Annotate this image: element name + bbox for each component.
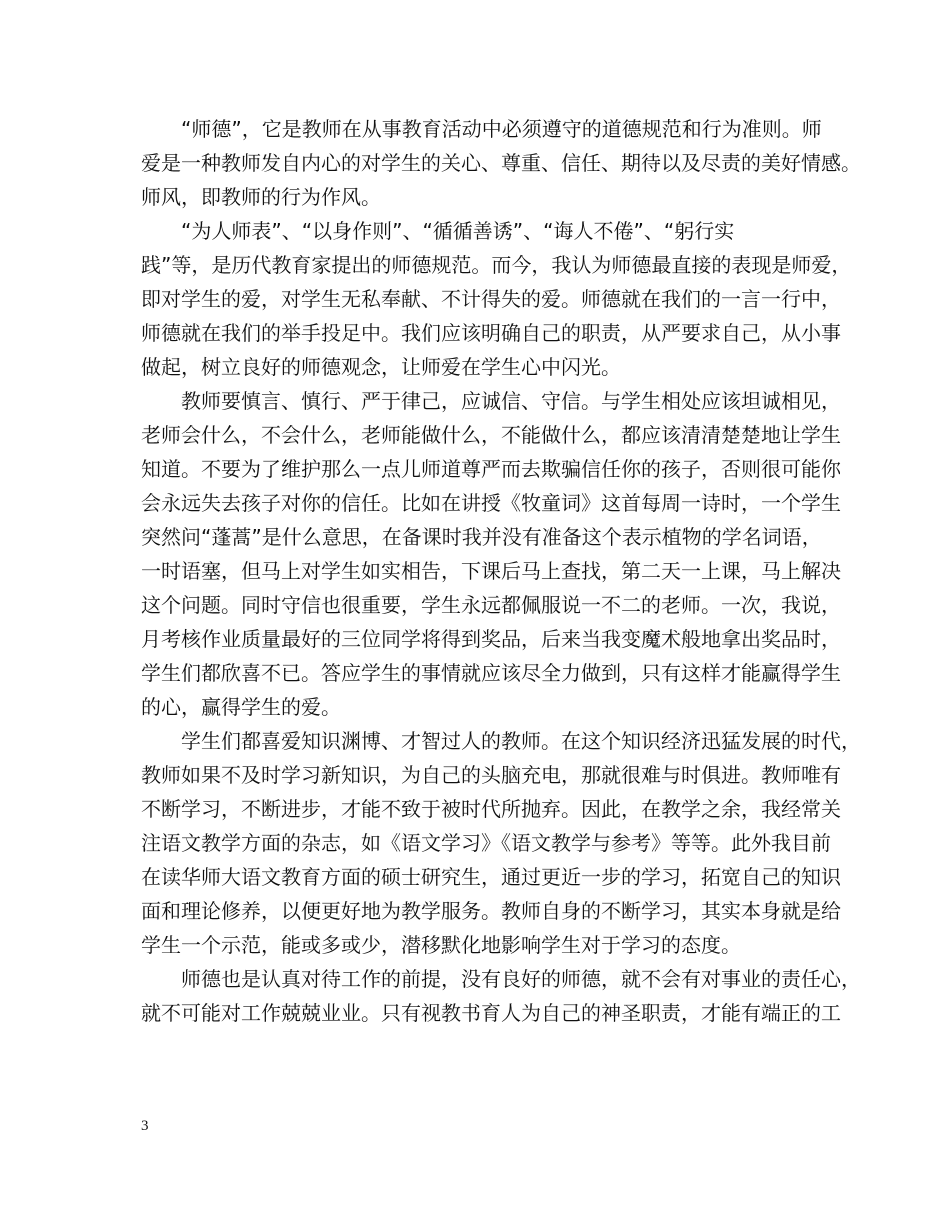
text-line: 学生们都喜爱知识渊博、才智过人的教师。在这个知识经济迅猛发展的时代， (141, 729, 861, 753)
text-line: 师风，即教师的行为作风。 (141, 185, 381, 209)
text-line: 就不可能对工作兢兢业业。只有视教书育人为自己的神圣职责，才能有端正的工 (141, 1001, 841, 1025)
text-line: 注语文教学方面的杂志，如《语文学习》《语文教学与参考》等等。此外我目前 (141, 831, 831, 855)
text-line: 老师会什么，不会什么，老师能做什么，不能做什么，都应该清清楚楚地让学生 (141, 423, 841, 447)
text-line: 在读华师大语文教育方面的硕士研究生，通过更近一步的学习，拓宽自己的知识 (141, 865, 841, 889)
text-line: 一时语塞，但马上对学生如实相告，下课后马上查找，第二天一上课，马上解决 (141, 559, 841, 583)
page-number: 3 (141, 1118, 149, 1134)
text-line: 践”等，是历代教育家提出的师德规范。而今，我认为师德最直接的表现是师爱， (141, 253, 852, 277)
text-line: 不断学习，不断进步，才能不致于被时代所抛弃。因此，在教学之余，我经常关 (141, 797, 841, 821)
text-line: 这个问题。同时守信也很重要，学生永远都佩服说一不二的老师。一次，我说， (141, 593, 841, 617)
text-line: 即对学生的爱，对学生无私奉献、不计得失的爱。师德就在我们的一言一行中， (141, 287, 841, 311)
text-line: 会永远失去孩子对你的信任。比如在讲授《牧童词》这首每周一诗时，一个学生 (141, 491, 841, 515)
text-line: 教师如果不及时学习新知识，为自己的头脑充电，那就很难与时俱进。教师唯有 (141, 763, 841, 787)
text-line: 的心，赢得学生的爱。 (141, 695, 341, 719)
text-line: 做起，树立良好的师德观念，让师爱在学生心中闪光。 (141, 355, 621, 379)
text-line: 学生一个示范，能或多或少，潜移默化地影响学生对于学习的态度。 (141, 933, 741, 957)
text-line: 师德就在我们的举手投足中。我们应该明确自己的职责，从严要求自己，从小事 (141, 321, 841, 345)
text-line: 教师要慎言、慎行、严于律己，应诚信、守信。与学生相处应该坦诚相见， (141, 389, 841, 413)
text-line: “为人师表”、“以身作则”、“循循善诱”、“诲人不倦”、“躬行实 (141, 219, 735, 243)
text-line: 学生们都欣喜不已。答应学生的事情就应该尽全力做到，只有这样才能赢得学生 (141, 661, 841, 685)
text-line: 知道。不要为了维护那么一点儿师道尊严而去欺骗信任你的孩子，否则很可能你 (141, 457, 841, 481)
text-line: 爱是一种教师发自内心的对学生的关心、尊重、信任、期待以及尽责的美好情感。 (141, 151, 861, 175)
text-line: 突然问“蓬蒿”是什么意思，在备课时我并没有准备这个表示植物的学名词语， (141, 525, 822, 549)
text-line: 面和理论修养，以便更好地为教学服务。教师自身的不断学习，其实本身就是给 (141, 899, 841, 923)
text-line: 月考核作业质量最好的三位同学将得到奖品，后来当我变魔术般地拿出奖品时， (141, 627, 841, 651)
text-line: 师德也是认真对待工作的前提，没有良好的师德，就不会有对事业的责任心， (141, 967, 861, 991)
text-line: “师德”，它是教师在从事教育活动中必须遵守的道德规范和行为准则。师 (141, 117, 822, 141)
